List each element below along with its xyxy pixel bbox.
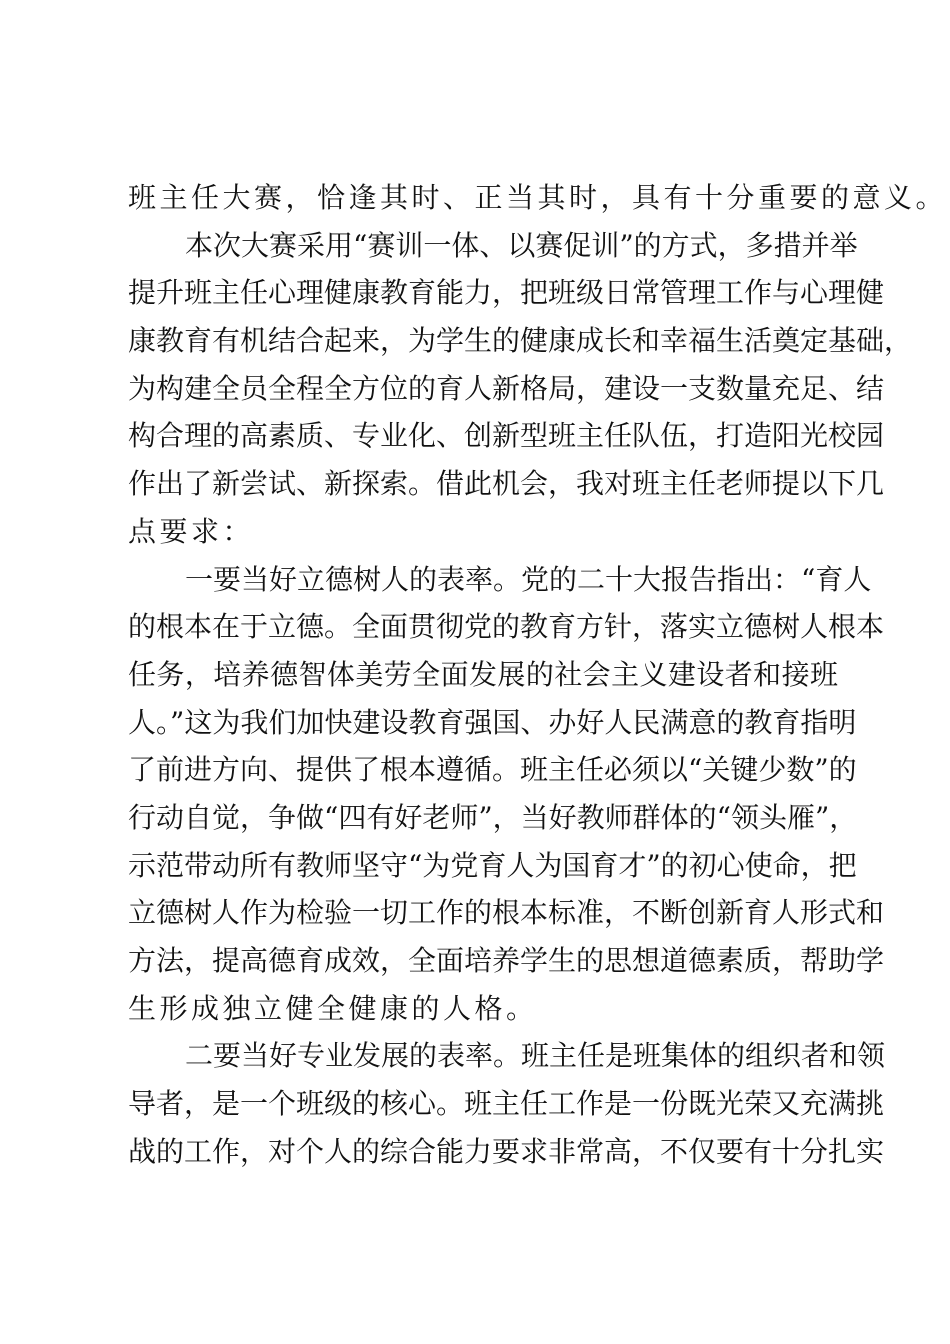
text-line: 任务，培养德智体美劳全面发展的社会主义建设者和接班 [128,657,838,691]
text-line: 立德树人作为检验一切工作的根本标准，不断创新育人形式和 [128,896,885,930]
text-line: 提升班主任心理健康教育能力，把班级日常管理工作与心理健 [128,276,885,310]
text-line: 导者，是一个班级的核心。班主任工作是一份既光荣又充满挑 [128,1087,885,1121]
text-line: 作出了新尝试、新探索。借此机会，我对班主任老师提以下几 [128,467,885,501]
text-line: 康教育有机结合起来，为学生的健康成长和幸福生活奠定基础， [128,324,913,358]
text-line: 一要当好立德树人的表率。党的二十大报告指出：“育人 [185,562,872,596]
text-line: 二要当好专业发展的表率。班主任是班集体的组织者和领 [185,1039,886,1073]
text-line: 为构建全员全程全方位的育人新格局，建设一支数量充足、结 [128,371,885,405]
text-line: 行动自觉，争做“四有好老师”，当好教师群体的“领头雁”， [128,800,858,834]
text-line: 了前进方向、提供了根本遵循。班主任必须以“关键少数”的 [128,753,857,787]
text-line: 点要求： [128,514,255,548]
text-line: 班主任大赛，恰逢其时、正当其时，具有十分重要的意义。 [128,181,948,214]
text-line: 本次大赛采用“赛训一体、以赛促训”的方式，多措并举 [185,228,858,262]
text-line: 生形成独立健全健康的人格。 [128,991,538,1025]
text-line: 战的工作，对个人的综合能力要求非常高，不仅要有十分扎实 [128,1134,885,1168]
document-body [128,174,948,1175]
text-line: 的根本在于立德。全面贯彻党的教育方针，落实立德树人根本 [128,610,885,644]
text-line: 示范带动所有教师坚守“为党育人为国育才”的初心使命，把 [128,848,857,882]
text-line: 人。”这为我们加快建设教育强国、办好人民满意的教育指明 [128,705,857,739]
text-line: 方法，提高德育成效，全面培养学生的思想道德素质，帮助学 [128,944,885,977]
text-line: 构合理的高素质、专业化、创新型班主任队伍，打造阳光校园 [128,419,885,453]
